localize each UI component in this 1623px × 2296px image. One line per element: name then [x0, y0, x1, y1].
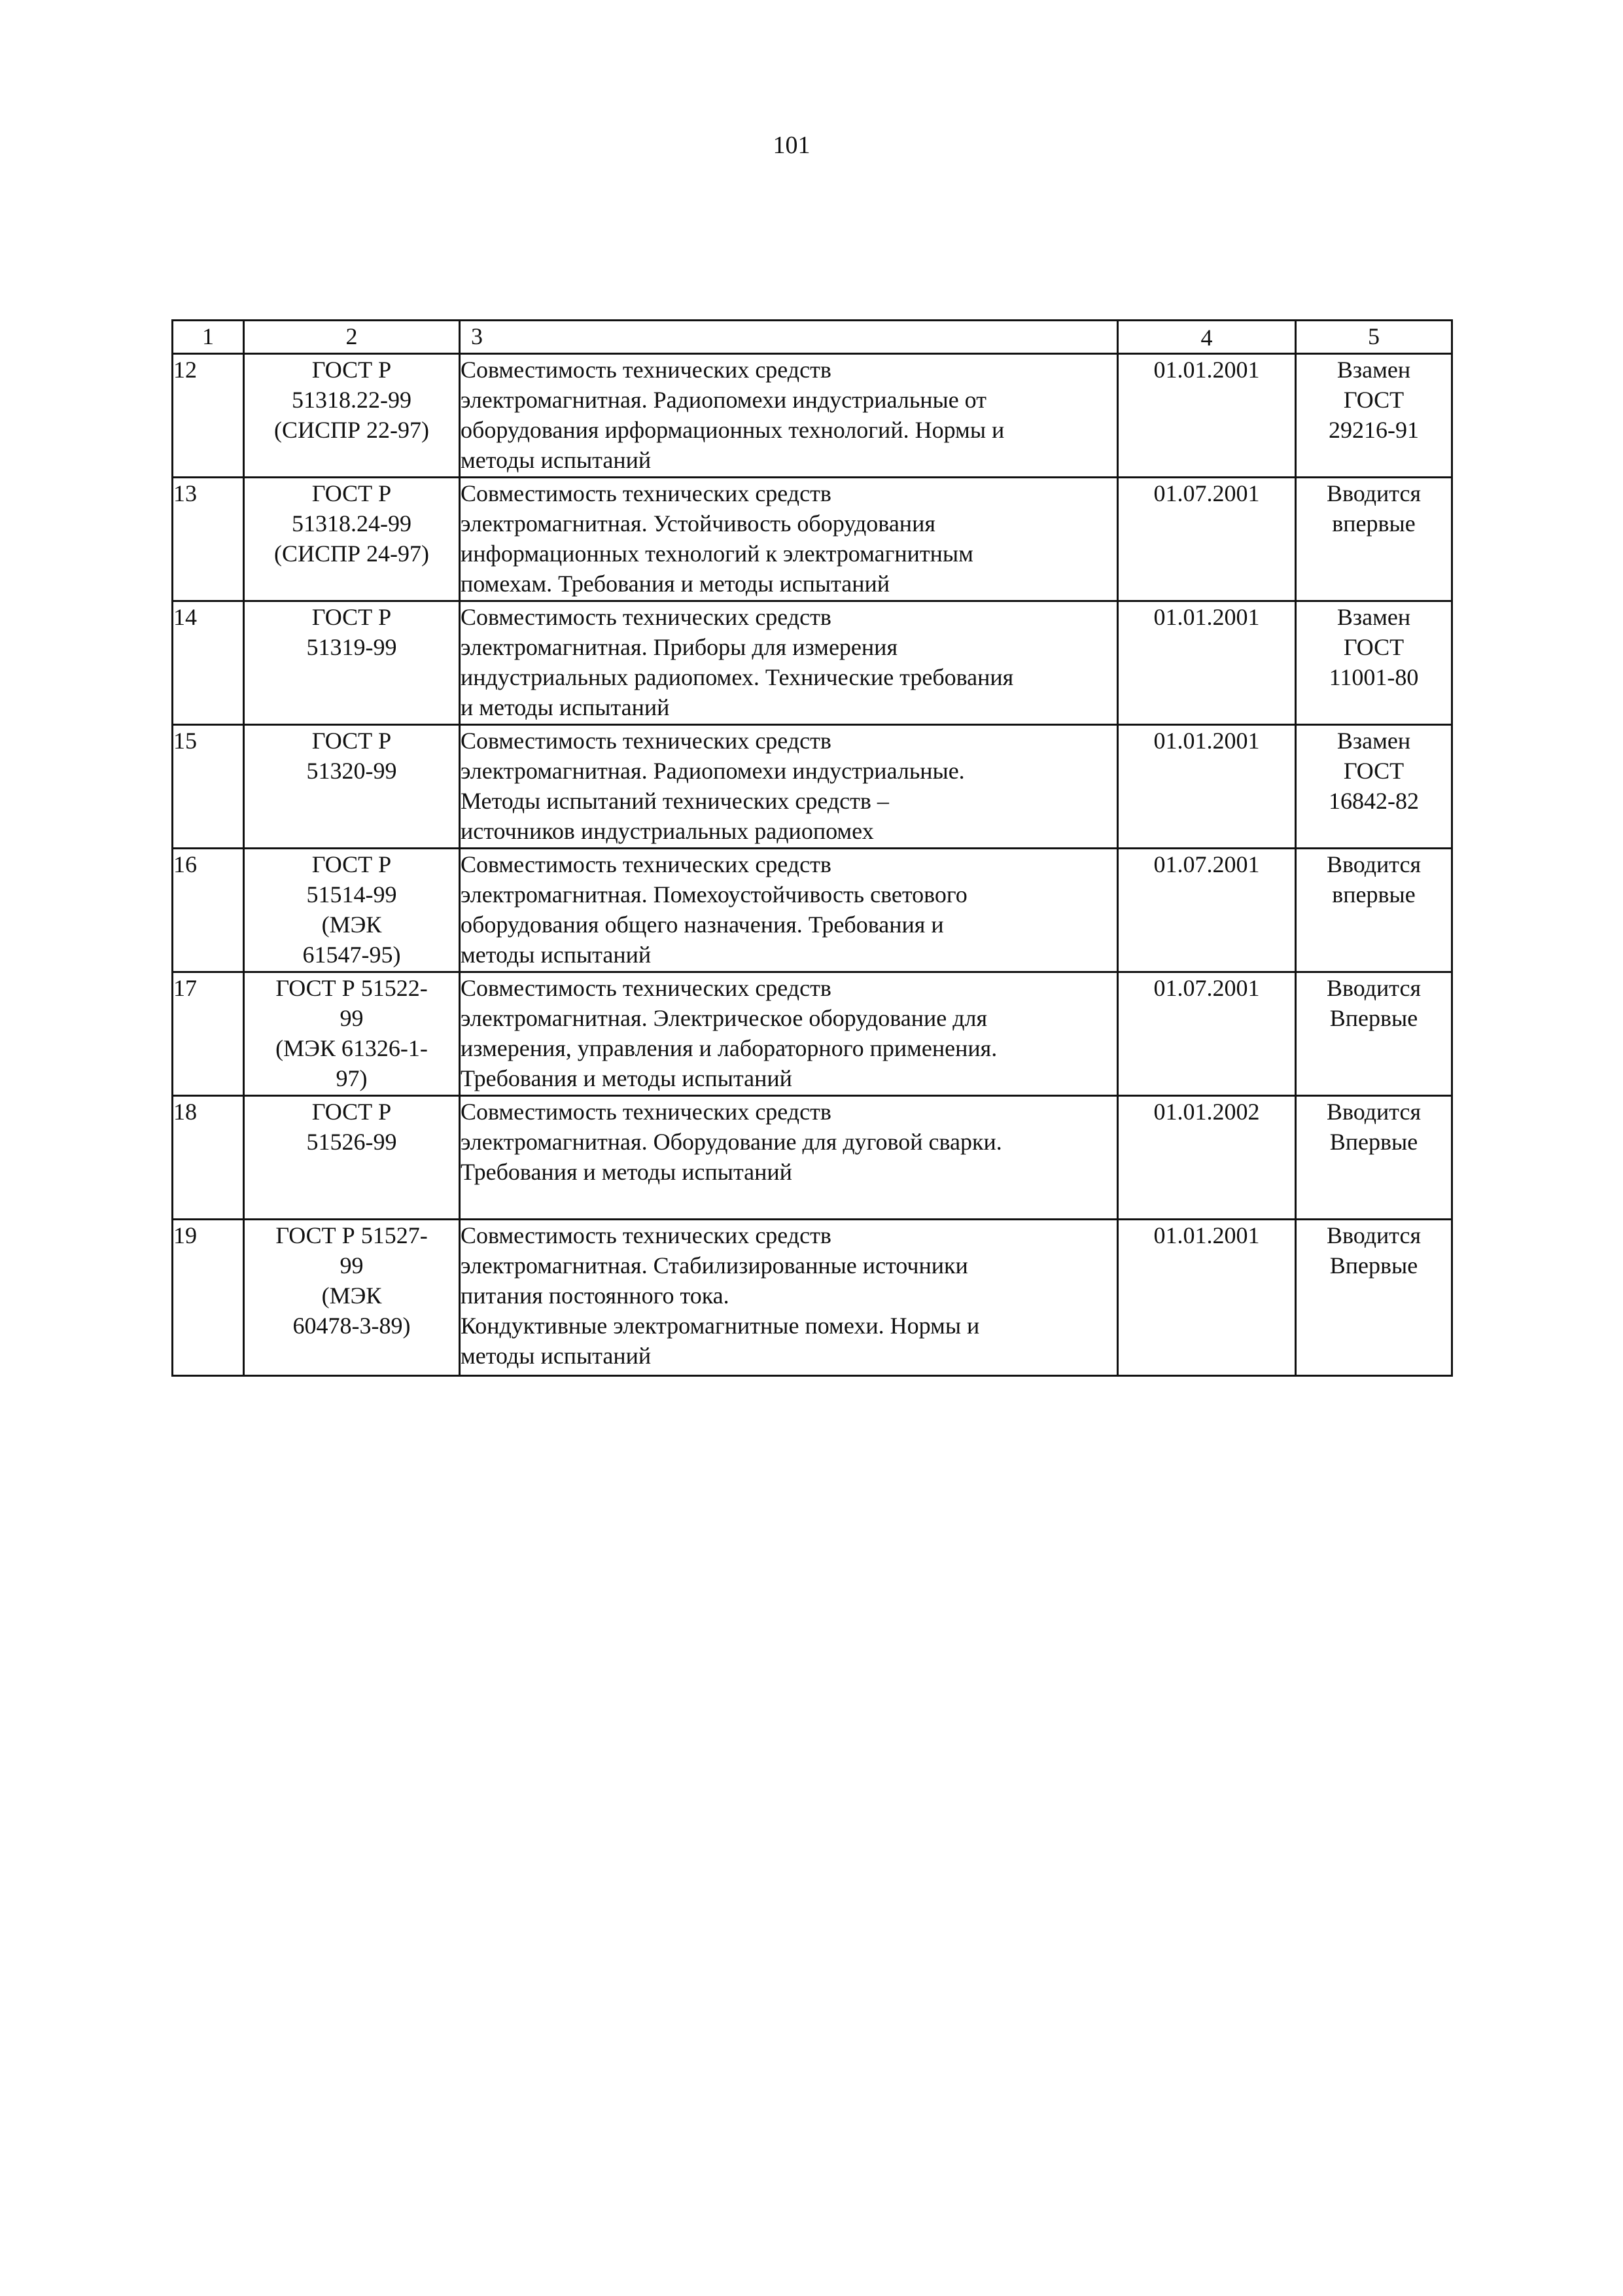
- standard-code-line: ГОСТ Р: [311, 480, 392, 506]
- standard-title-cell: [460, 1096, 1118, 1220]
- standard-code-line: 99: [340, 1005, 364, 1031]
- effective-date-cell: 01.07.2001: [1118, 972, 1296, 1096]
- standard-code-line: 51514-99: [306, 881, 397, 908]
- status-line: Впервые: [1329, 1005, 1418, 1031]
- standard-title-cell: [460, 354, 1118, 478]
- standard-code-line: 51526-99: [306, 1129, 397, 1155]
- status-cell: [1296, 725, 1452, 849]
- standard-title-line: оборудования общего назначения. Требования и: [461, 911, 944, 938]
- status-line: Взамен: [1336, 357, 1411, 383]
- standards-table: [171, 319, 1453, 1377]
- standard-title-line: Совместимость технических средств: [461, 851, 831, 877]
- effective-date-cell: 01.07.2001: [1118, 849, 1296, 972]
- page-number: 101: [773, 132, 811, 159]
- status-line: Вводится: [1326, 1099, 1422, 1125]
- status-line: Вводится: [1326, 851, 1422, 877]
- standard-code-line: 61547-95): [302, 942, 401, 968]
- status-cell: [1296, 1096, 1452, 1220]
- table-row: [173, 1220, 1452, 1376]
- table-row: [173, 849, 1452, 972]
- standard-title-line: электромагнитная. Оборудование для дуговой сварки.: [461, 1129, 1002, 1155]
- standard-title-line: Совместимость технических средств: [461, 357, 831, 383]
- standard-code-line: 51318.24-99: [292, 510, 411, 537]
- effective-date-cell: 01.01.2001: [1118, 601, 1296, 725]
- standard-code-line: ГОСТ Р: [311, 851, 392, 877]
- standard-title-line: информационных технологий к электромагнитным: [461, 540, 973, 567]
- standard-code-line: ГОСТ Р: [311, 604, 392, 630]
- standard-title-line: Кондуктивные электромагнитные помехи. Нормы и: [461, 1313, 980, 1339]
- status-line: Вводится: [1326, 1222, 1422, 1248]
- standard-title-line: Совместимость технических средств: [461, 604, 831, 630]
- standard-code-line: ГОСТ Р: [311, 728, 392, 754]
- column-header-3: 3: [460, 321, 1118, 354]
- row-number-cell: 13: [173, 478, 244, 601]
- standard-code-line: ГОСТ Р: [311, 357, 392, 383]
- standard-code-line: (СИСПР 22-97): [273, 417, 429, 443]
- standard-title-line: методы испытаний: [461, 1343, 652, 1369]
- status-line: Впервые: [1329, 1252, 1418, 1279]
- standard-title-line: методы испытаний: [461, 447, 652, 473]
- status-line: впервые: [1332, 510, 1416, 537]
- standard-title-line: Методы испытаний технических средств –: [461, 788, 889, 814]
- standard-title-line: питания постоянного тока.: [461, 1282, 729, 1309]
- table-row: [173, 478, 1452, 601]
- standard-code-cell: [244, 972, 460, 1096]
- standard-title-line: Совместимость технических средств: [461, 480, 831, 506]
- standard-title-cell: [460, 725, 1118, 849]
- status-cell: [1296, 354, 1452, 478]
- status-line: Вводится: [1326, 480, 1422, 506]
- row-number-cell: 19: [173, 1220, 244, 1376]
- status-line: Взамен: [1336, 604, 1411, 630]
- row-number-cell: 12: [173, 354, 244, 478]
- status-line: Вводится: [1326, 975, 1422, 1001]
- standard-code-cell: [244, 1096, 460, 1220]
- status-line: 16842-82: [1329, 788, 1419, 814]
- table-row: [173, 972, 1452, 1096]
- standard-title-cell: [460, 1220, 1118, 1376]
- standard-code-cell: [244, 849, 460, 972]
- standard-title-line: электромагнитная. Устойчивость оборудования: [461, 510, 935, 537]
- standard-title-line: Совместимость технических средств: [461, 1099, 831, 1125]
- standard-code-cell: [244, 601, 460, 725]
- status-line: ГОСТ: [1343, 758, 1405, 784]
- effective-date-cell: 01.01.2002: [1118, 1096, 1296, 1220]
- table-row: [173, 725, 1452, 849]
- standard-code-line: 97): [336, 1065, 368, 1091]
- standard-code-line: (МЭК 61326-1-: [275, 1035, 428, 1061]
- standard-code-cell: [244, 725, 460, 849]
- standard-title-line: электромагнитная. Электрическое оборудование для: [461, 1005, 988, 1031]
- column-header-4: 4: [1118, 321, 1296, 354]
- standard-title-line: Требования и методы испытаний: [461, 1159, 792, 1185]
- status-line: 29216-91: [1329, 417, 1419, 443]
- standard-title-cell: [460, 478, 1118, 601]
- standard-title-line: электромагнитная. Радиопомехи индустриальные от: [461, 387, 986, 413]
- standard-title-line: помехам. Требования и методы испытаний: [461, 571, 890, 597]
- column-header-5: 5: [1296, 321, 1452, 354]
- status-line: ГОСТ: [1343, 387, 1405, 413]
- standard-code-line: 51319-99: [306, 634, 397, 660]
- standard-title-line: электромагнитная. Приборы для измерения: [461, 634, 898, 660]
- standard-title-line: электромагнитная. Помехоустойчивость светового: [461, 881, 968, 908]
- standard-code-line: 51318.22-99: [292, 387, 411, 413]
- table-row: [173, 354, 1452, 478]
- standard-title-line: Требования и методы испытаний: [461, 1065, 792, 1091]
- standard-title-line: оборудования ирформационных технологий. Нормы и: [461, 417, 1005, 443]
- standard-title-line: электромагнитная. Радиопомехи индустриальные.: [461, 758, 965, 784]
- table-row: [173, 601, 1452, 725]
- standard-code-line: 99: [340, 1252, 364, 1279]
- standard-code-cell: [244, 478, 460, 601]
- standard-title-line: методы испытаний: [461, 942, 652, 968]
- status-cell: [1296, 1220, 1452, 1376]
- table-header-row: [173, 321, 1452, 354]
- status-line: Взамен: [1336, 728, 1411, 754]
- status-cell: [1296, 601, 1452, 725]
- status-cell: [1296, 478, 1452, 601]
- standard-code-line: 60478-3-89): [292, 1313, 411, 1339]
- standard-code-line: (СИСПР 24-97): [273, 540, 429, 567]
- row-number-cell: 17: [173, 972, 244, 1096]
- row-number-cell: 14: [173, 601, 244, 725]
- standard-code-line: ГОСТ Р 51522-: [275, 975, 428, 1001]
- standard-title-line: Совместимость технических средств: [461, 728, 831, 754]
- status-line: ГОСТ: [1343, 634, 1405, 660]
- status-cell: [1296, 849, 1452, 972]
- standard-code-line: (МЭК: [321, 911, 382, 938]
- standard-code-line: ГОСТ Р 51527-: [275, 1222, 428, 1248]
- status-cell: [1296, 972, 1452, 1096]
- standard-title-cell: [460, 601, 1118, 725]
- standard-title-line: источников индустриальных радиопомех: [461, 818, 874, 844]
- standard-title-line: Совместимость технических средств: [461, 975, 831, 1001]
- standard-title-line: измерения, управления и лабораторного применения.: [461, 1035, 998, 1061]
- row-number-cell: 18: [173, 1096, 244, 1220]
- status-line: Впервые: [1329, 1129, 1418, 1155]
- standard-title-cell: [460, 972, 1118, 1096]
- standard-title-line: электромагнитная. Стабилизированные источники: [461, 1252, 968, 1279]
- standard-code-cell: [244, 1220, 460, 1376]
- standard-code-line: (МЭК: [321, 1282, 382, 1309]
- standard-code-line: ГОСТ Р: [311, 1099, 392, 1125]
- effective-date-cell: 01.01.2001: [1118, 725, 1296, 849]
- standard-title-line: Совместимость технических средств: [461, 1222, 831, 1248]
- table-row: [173, 1096, 1452, 1220]
- standard-title-cell: [460, 849, 1118, 972]
- row-number-cell: 15: [173, 725, 244, 849]
- column-header-2: 2: [244, 321, 460, 354]
- effective-date-cell: 01.01.2001: [1118, 354, 1296, 478]
- status-line: впервые: [1332, 881, 1416, 908]
- standard-title-line: индустриальных радиопомех. Технические требования: [461, 664, 1014, 690]
- effective-date-cell: 01.01.2001: [1118, 1220, 1296, 1376]
- effective-date-cell: 01.07.2001: [1118, 478, 1296, 601]
- column-header-1: 1: [173, 321, 244, 354]
- standard-code-line: 51320-99: [306, 758, 397, 784]
- standard-title-line: и методы испытаний: [461, 694, 670, 720]
- status-line: 11001-80: [1329, 664, 1419, 690]
- row-number-cell: 16: [173, 849, 244, 972]
- standard-code-cell: [244, 354, 460, 478]
